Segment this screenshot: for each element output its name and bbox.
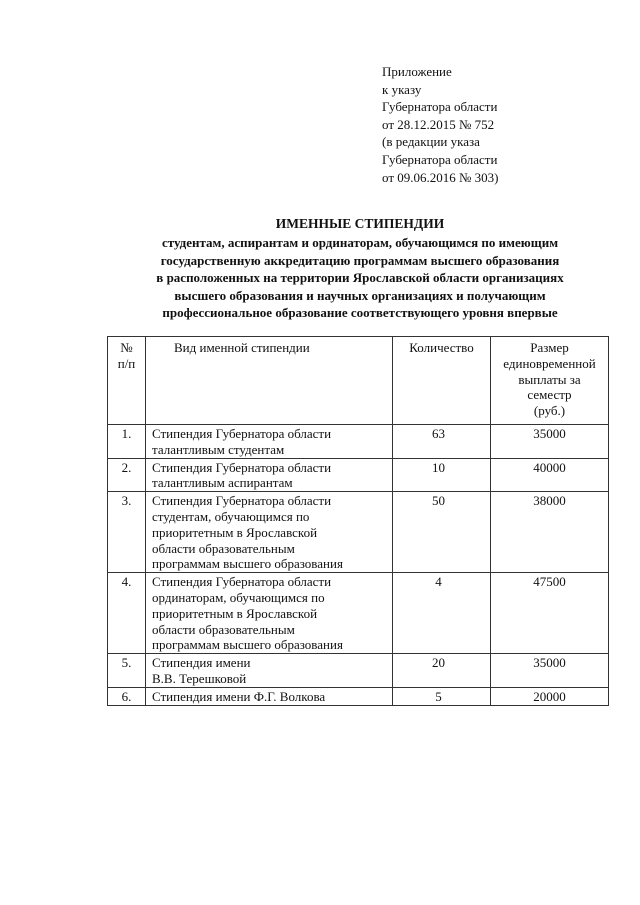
- appendix-line: (в редакции указа: [382, 134, 480, 150]
- table-row: [108, 458, 609, 492]
- header-num-line: п/п: [117, 355, 136, 371]
- row-num: 2.: [108, 458, 146, 492]
- row-name: [146, 458, 393, 492]
- appendix-line: Губернатора области: [382, 151, 498, 167]
- row-name-line: студентам, обучающимся по: [152, 508, 310, 524]
- table-row: [108, 492, 609, 573]
- row-name-line: Стипендия Губернатора области: [152, 426, 332, 441]
- table-row: [108, 654, 609, 688]
- row-name-line: области образовательным: [152, 621, 295, 637]
- row-name-line: Стипендия имени Ф.Г. Волкова: [152, 688, 326, 704]
- row-qty: 4: [393, 573, 491, 654]
- row-name-line: ординаторам, обучающимся по: [152, 589, 325, 605]
- row-qty: 20: [393, 654, 491, 688]
- row-qty: 10: [393, 458, 491, 492]
- row-name-line: талантливым аспирантам: [152, 475, 293, 491]
- appendix-line: Приложение: [382, 64, 452, 79]
- table-row: [108, 573, 609, 654]
- header-qty: Количество: [393, 337, 491, 425]
- row-name-line: талантливым студентам: [152, 441, 285, 457]
- scholarship-table: [107, 336, 609, 706]
- subtitle-line: в расположенных на территории Ярославской области организациях: [156, 270, 564, 286]
- row-name: [146, 492, 393, 573]
- row-num: 3.: [108, 492, 146, 573]
- row-num: 4.: [108, 573, 146, 654]
- row-name: [146, 573, 393, 654]
- table-row: [108, 425, 609, 459]
- row-name-line: программам высшего образования: [152, 556, 343, 572]
- row-name-line: В.В. Терешковой: [152, 670, 247, 686]
- row-name-line: программам высшего образования: [152, 637, 343, 653]
- document-subtitle: [60, 234, 640, 322]
- header-amount-line: единовременной: [503, 355, 596, 371]
- row-name: [146, 425, 393, 459]
- header-amount-line: выплаты за: [518, 371, 581, 387]
- row-name-line: Стипендия Губернатора области: [152, 574, 332, 590]
- row-name-line: Стипендия Губернатора области: [152, 493, 332, 509]
- header-amount-line: (руб.): [533, 403, 566, 419]
- table-header-row: [108, 337, 609, 425]
- row-num: 5.: [108, 654, 146, 688]
- table-row: [108, 687, 609, 705]
- subtitle-line: государственную аккредитацию программам высшего образования: [160, 252, 560, 268]
- row-name: [146, 654, 393, 688]
- row-name: [146, 687, 393, 705]
- row-amount: 47500: [491, 573, 609, 654]
- row-num: 6.: [108, 687, 146, 705]
- header-num-line: №: [120, 340, 133, 355]
- appendix-line: Губернатора области: [382, 99, 498, 115]
- appendix-line: от 28.12.2015 № 752: [382, 116, 495, 132]
- subtitle-line: профессиональное образование соответствующего уровня впервые: [162, 305, 558, 321]
- header-amount-line: Размер: [530, 340, 569, 355]
- row-name-line: приоритетным в Ярославской: [152, 605, 318, 621]
- row-name-line: Стипендия имени: [152, 655, 251, 671]
- row-qty: 63: [393, 425, 491, 459]
- row-name-line: Стипендия Губернатора области: [152, 459, 332, 475]
- header-name: Вид именной стипендии: [146, 337, 393, 425]
- header-amount: [491, 337, 609, 425]
- row-num: 1.: [108, 425, 146, 459]
- header-amount-line: семестр: [527, 387, 572, 403]
- row-name-line: приоритетным в Ярославской: [152, 524, 318, 540]
- subtitle-line: студентам, аспирантам и ординаторам, обучающимся по имеющим: [161, 235, 559, 250]
- appendix-line: к указу: [382, 81, 422, 97]
- row-amount: 35000: [491, 654, 609, 688]
- row-amount: 40000: [491, 458, 609, 492]
- row-qty: 50: [393, 492, 491, 573]
- document-title: ИМЕННЫЕ СТИПЕНДИИ: [275, 216, 445, 231]
- appendix-block: [382, 63, 499, 186]
- row-qty: 5: [393, 687, 491, 705]
- row-amount: 20000: [491, 687, 609, 705]
- row-amount: 35000: [491, 425, 609, 459]
- row-name-line: области образовательным: [152, 540, 295, 556]
- subtitle-line: высшего образования и научных организациях и получающим: [174, 287, 546, 303]
- row-amount: 38000: [491, 492, 609, 573]
- appendix-line: от 09.06.2016 № 303): [382, 169, 499, 185]
- header-num: [108, 337, 146, 425]
